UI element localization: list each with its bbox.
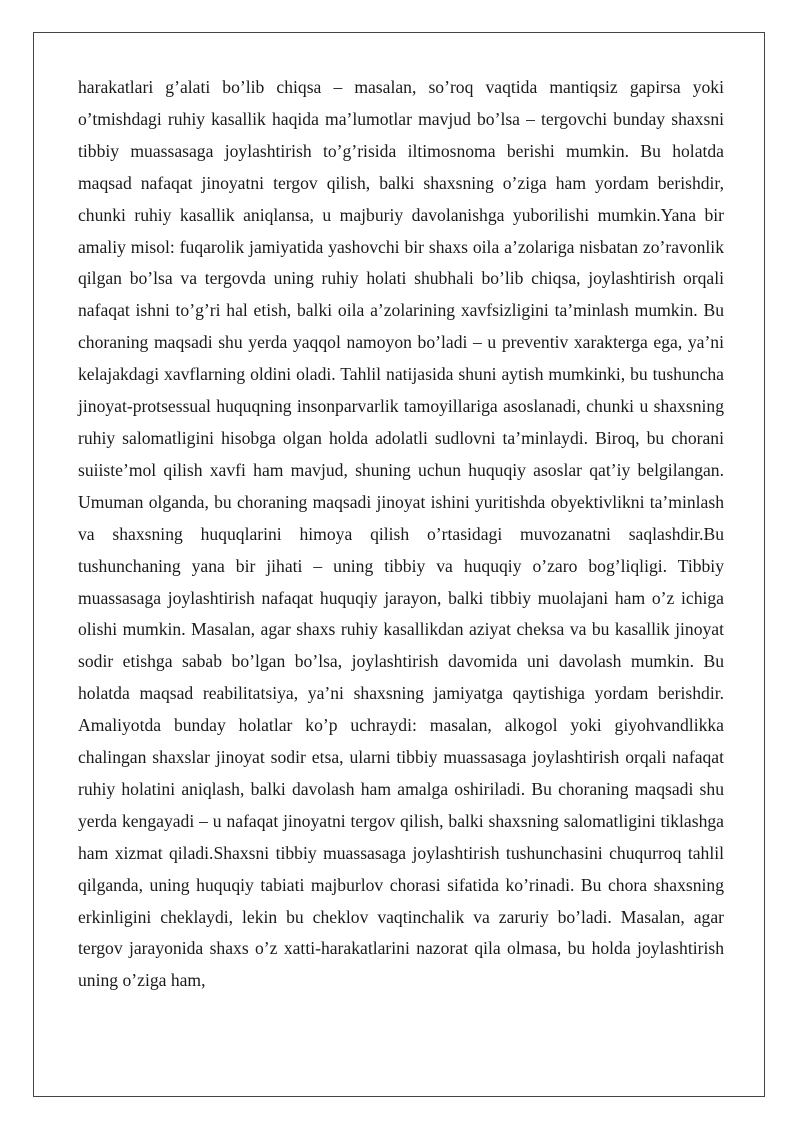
body-paragraph: harakatlari g’alati bo’lib chiqsa – masalan, so’roq vaqtida mantiqsiz gapirsa yoki o’tmishdagi ruhiy kasallik haqida ma’lumotlar mavjud bo’lsa – tergovchi bunday shaxsni tibbiy muassasaga joylashtirish to’g’risida iltimosnoma berishi mumkin. Bu holatda maqsad nafaqat jinoyatni tergov qilish, balki shaxsning o’ziga ham yordam berishdir, chunki ruhiy kasallik aniqlansa, u majburiy davolanishga yuborilishi mumkin.Yana bir amaliy misol: fuqarolik jamiyatida yashovchi bir shaxs oila a’zolariga nisbatan zo’ravonlik qilgan bo’lsa va tergovda uning ruhiy holati shubhali bo’lib chiqsa, joylashtirish orqali nafaqat ishni to’g’ri hal etish, balki oila a’zolarining xavfsizligini ta’minlash mumkin. Bu choraning maqsadi shu yerda yaqqol namoyon bo’ladi – u preventiv xarakterga ega, ya’ni kelajakdagi xavflarning oldini oladi. Tahlil natijasida shuni aytish mumkinki, bu tushuncha jinoyat-protsessual huquqning insonparvarlik tamoyillariga asoslanadi, chunki u shaxsning ruhiy salomatligini hisobga olgan holda adolatli sudlovni ta’minlaydi. Biroq, bu chorani suiiste’mol qilish xavfi ham mavjud, shuning uchun huquqiy asoslar qat’iy belgilangan. Umuman olganda, bu choraning maqsadi jinoyat ishini yuritishda obyektivlikni ta’minlash va shaxsning huquqlarini himoya qilish o’rtasidagi muvozanatni saqlashdir.Bu tushunchaning yana bir jihati – uning tibbiy va huquqiy o’zaro bog’liqligi. Tibbiy muassasaga joylashtirish nafaqat huquqiy jarayon, balki tibbiy muolajani ham o’z ichiga olishi mumkin. Masalan, agar shaxs ruhiy kasallikdan aziyat cheksa va bu kasallik jinoyat sodir etishga sabab bo’lgan bo’lsa, joylashtirish davomida uni davolash mumkin. Bu holatda maqsad reabilitatsiya, ya’ni shaxsning jamiyatga qaytishiga yordam berishdir. Amaliyotda bunday holatlar ko’p uchraydi: masalan, alkogol yoki giyohvandlikka chalingan shaxslar jinoyat sodir etsa, ularni tibbiy muassasaga joylashtirish orqali nafaqat ruhiy holatini aniqlash, balki davolash ham amalga oshiriladi. Bu choraning maqsadi shu yerda kengayadi – u nafaqat jinoyatni tergov qilish, balki shaxsning salomatligini tiklashga ham xizmat qiladi.Shaxsni tibbiy muassasaga joylashtirish tushunchasini chuqurroq tahlil qilganda, uning huquqiy tabiati majburlov chorasi sifatida ko’rinadi. Bu chora shaxsning erkinligini cheklaydi, lekin bu cheklov vaqtinchalik va zaruriy bo’ladi. Masalan, agar tergov jarayonida shaxs o’z xatti-harakatlarini nazorat qila olmasa, bu holda joylashtirish uning o’ziga ham, xyxy=(78,77,724,991)
